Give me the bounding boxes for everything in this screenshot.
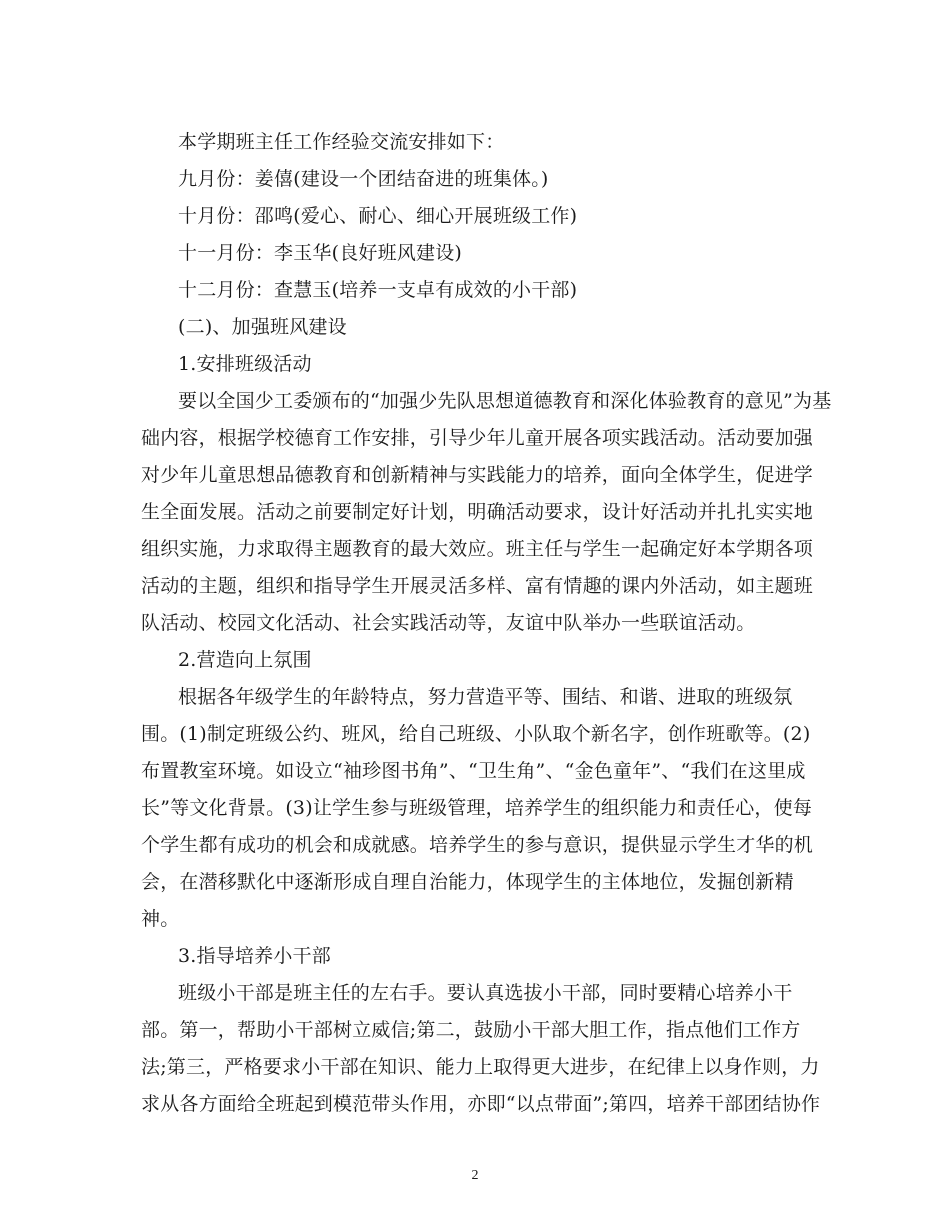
text-line: 组织实施，力求取得主题教育的最大效应。班主任与学生一起确定好本学期各项 bbox=[141, 538, 814, 560]
text-line: 个学生都有成功的机会和成就感。培养学生的参与意识，提供显示学生才华的机 bbox=[141, 834, 814, 856]
text-line: 十一月份：李玉华(良好班风建设) bbox=[178, 242, 463, 264]
text-line: 九月份：姜僖(建设一个团结奋进的班集体。) bbox=[178, 168, 549, 190]
text-line: 活动的主题，组织和指导学生开展灵活多样、富有情趣的课内外活动，如主题班 bbox=[141, 575, 814, 597]
text-line: 础内容，根据学校德育工作安排，引导少年儿童开展各项实践活动。活动要加强 bbox=[141, 427, 814, 449]
text-line: 生全面发展。活动之前要制定好计划，明确活动要求，设计好活动并扎扎实实地 bbox=[141, 501, 814, 523]
text-line: 会，在潜移默化中逐渐形成自理自治能力，体现学生的主体地位，发掘创新精 bbox=[141, 871, 794, 893]
text-line: 1.安排班级活动 bbox=[178, 353, 312, 375]
text-line: 要以全国少工委颁布的“加强少先队思想道德教育和深化体验教育的意见”为基 bbox=[178, 390, 832, 412]
text-line: 十二月份：查慧玉(培养一支卓有成效的小干部) bbox=[178, 279, 578, 301]
page-number: 2 bbox=[471, 1168, 479, 1183]
text-line: 围。(1)制定班级公约、班风，给自己班级、小队取个新名字，创作班歌等。(2) bbox=[141, 723, 811, 745]
text-line: 法;第三，严格要求小干部在知识、能力上取得更大进步，在纪律上以身作则，力 bbox=[141, 1056, 820, 1078]
text-line: (二)、加强班风建设 bbox=[178, 316, 347, 338]
text-line: 队活动、校园文化活动、社会实践活动等，友谊中队举办一些联谊活动。 bbox=[141, 612, 756, 634]
text-line: 班级小干部是班主任的左右手。要认真选拔小干部，同时要精心培养小干 bbox=[178, 982, 793, 1004]
text-line: 布置教室环境。如设立“袖珍图书角”、“卫生角”、“金色童年”、“我们在这里成 bbox=[141, 760, 806, 782]
text-line: 神。 bbox=[141, 908, 180, 930]
text-line: 十月份：邵鸣(爱心、耐心、细心开展班级工作) bbox=[178, 205, 578, 227]
text-line: 本学期班主任工作经验交流安排如下： bbox=[178, 131, 505, 153]
text-line: 对少年儿童思想品德教育和创新精神与实践能力的培养，面向全体学生，促进学 bbox=[141, 464, 814, 486]
text-line: 2.营造向上氛围 bbox=[178, 649, 312, 671]
text-line: 长”等文化背景。(3)让学生参与班级管理，培养学生的组织能力和责任心，使每 bbox=[141, 797, 813, 819]
text-line: 3.指导培养小干部 bbox=[178, 945, 331, 967]
text-line: 根据各年级学生的年龄特点，努力营造平等、围结、和谐、进取的班级氛 bbox=[178, 686, 793, 708]
text-line: 求从各方面给全班起到模范带头作用，亦即“以点带面”;第四，培养干部团结协作 bbox=[141, 1093, 821, 1115]
text-line: 部。第一，帮助小干部树立威信;第二，鼓励小干部大胆工作，指点他们工作方 bbox=[141, 1019, 801, 1041]
